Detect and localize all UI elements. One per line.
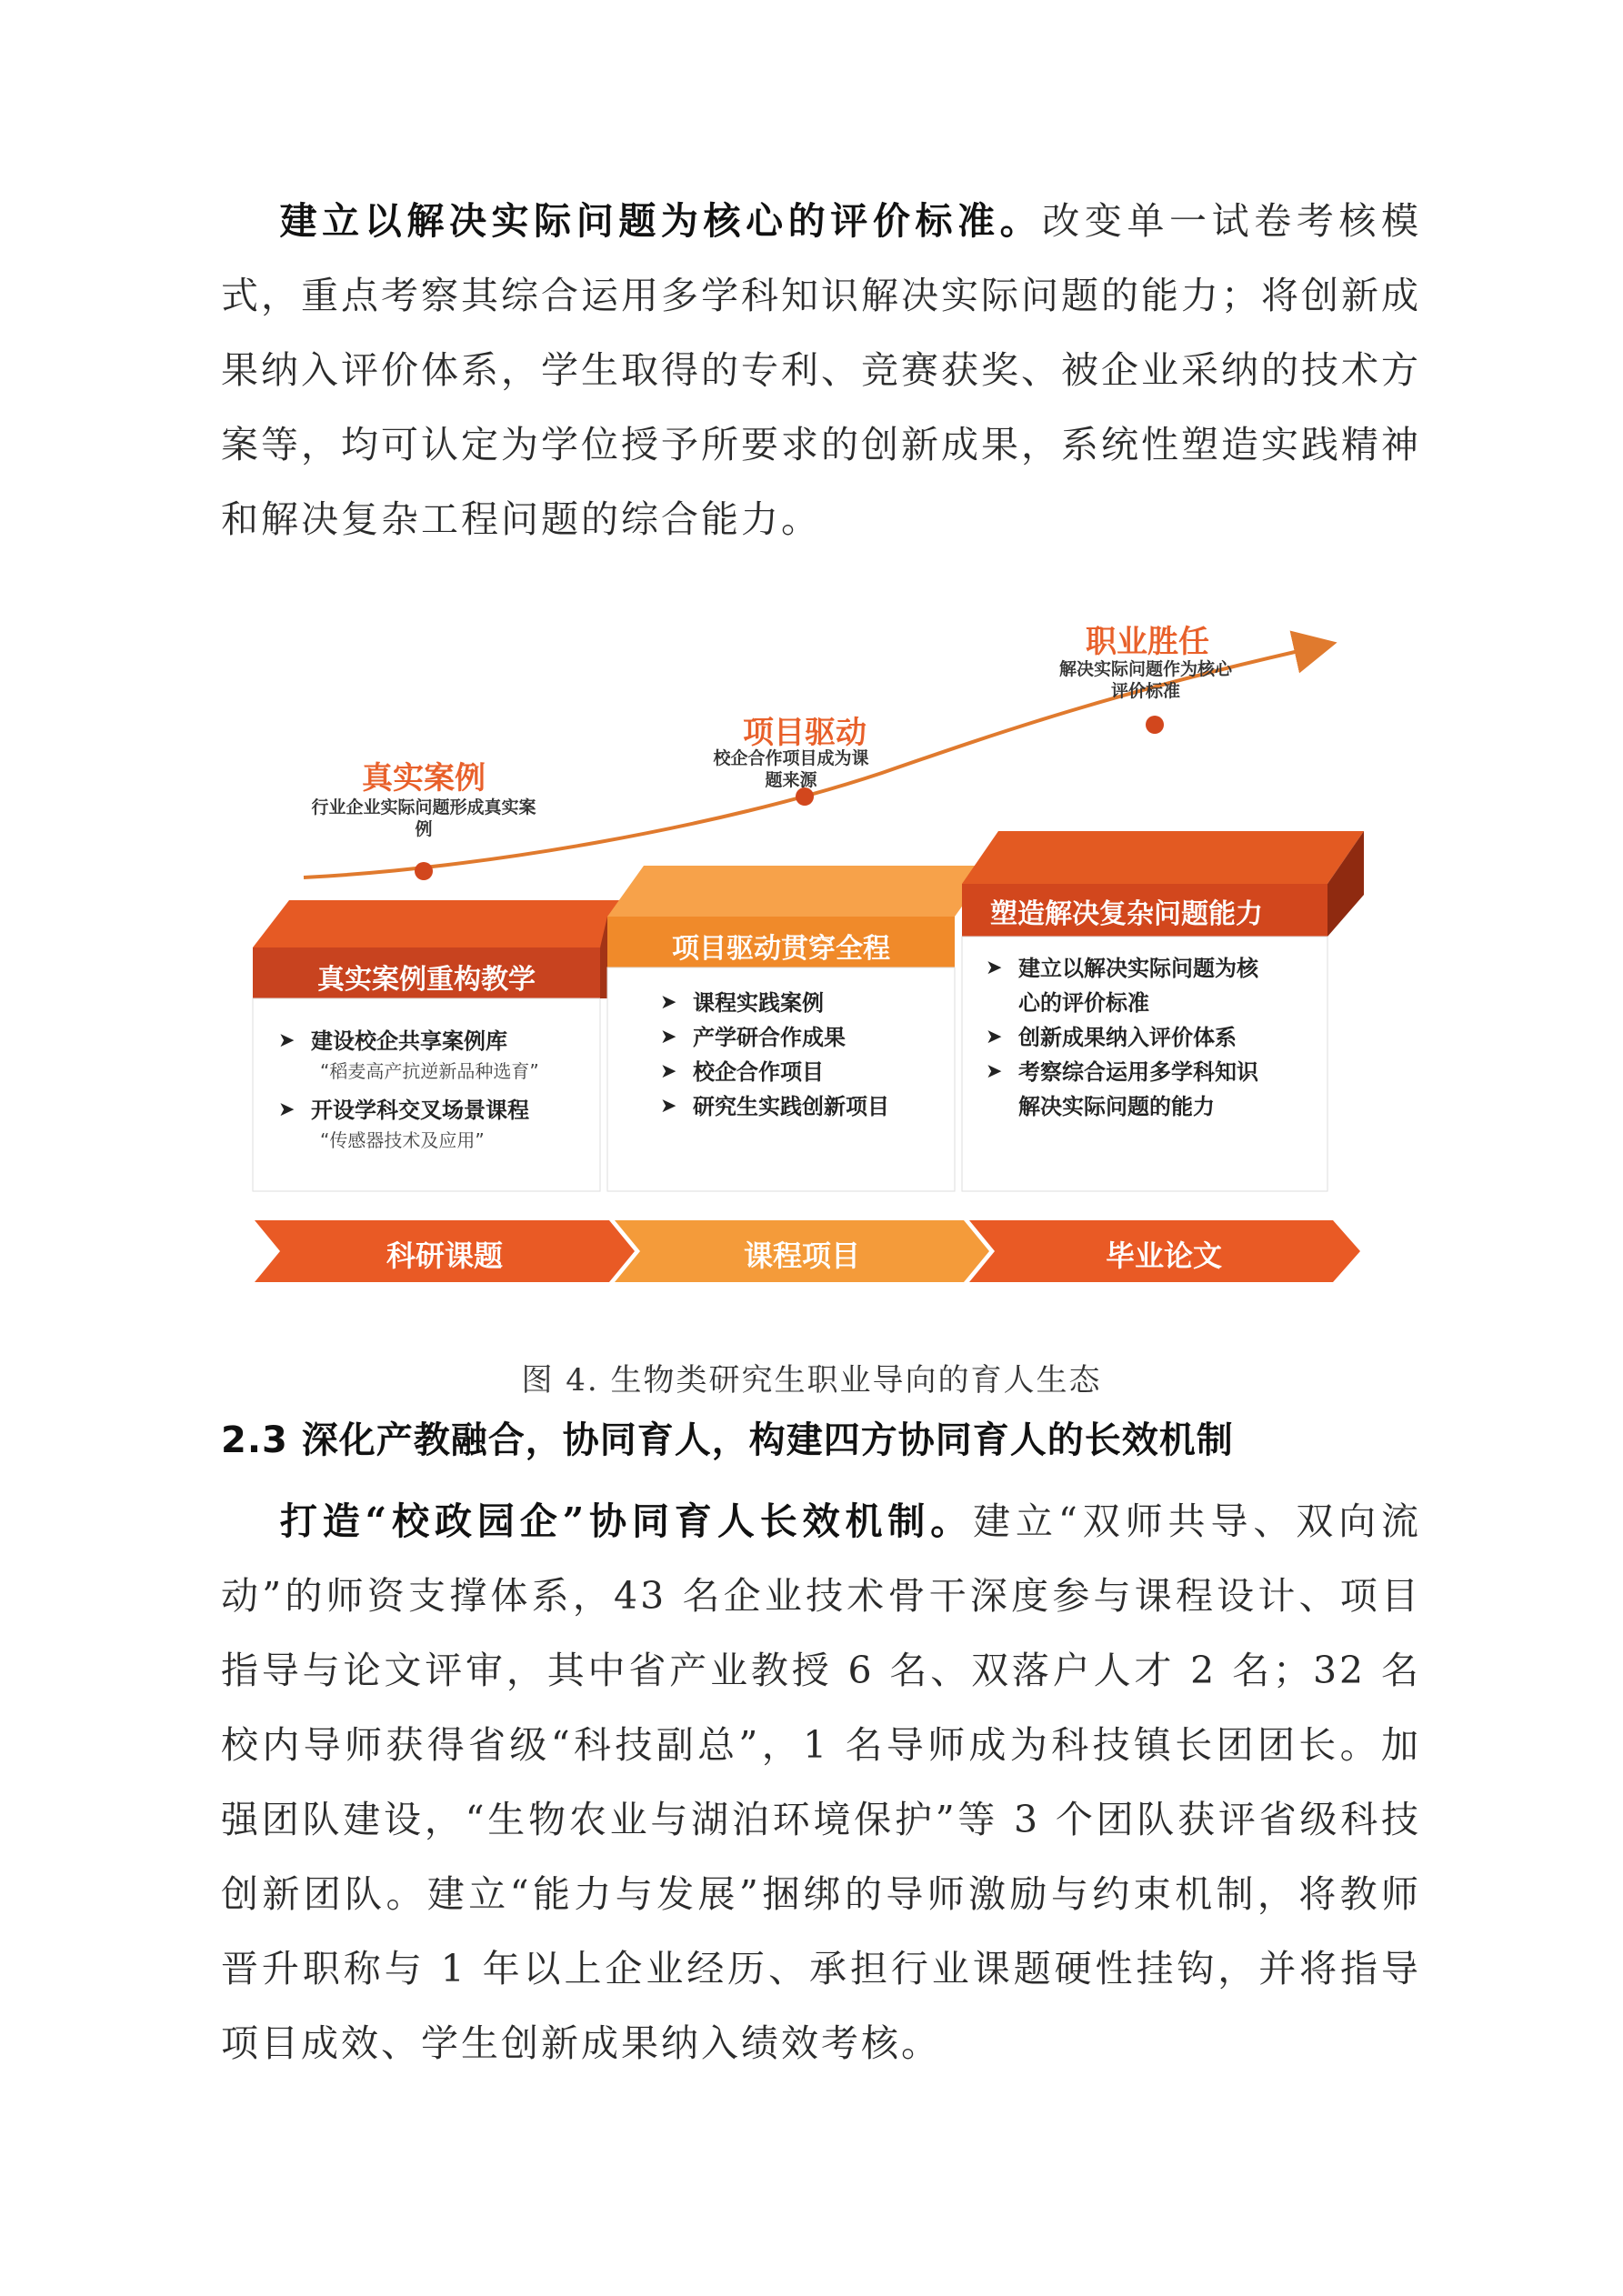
paragraph-body: 建立“双师共导、双向流动”的师资支撑体系，43 名企业技术骨干深度参与课程设计、项目指导与论文评审，其中省产业教授 6 名、双落户人才 2 名；32 名校内导师获得省级“科技副总”，1 名导师成为科技镇长团团长。加强团队建设，“生物农业与湖泊环境保护”等 3 个团队获评省级科技创新团队。建立“能力与发展”捆绑的导师激励与约束机制，将教师晋升职称与 1 年以上企业经历、承担行业课题硬性挂钩，并将指导项目成效、学生创新成果纳入绩效考核。	[221, 1499, 1421, 2065]
arrow-label-research: 科研课题	[386, 1238, 503, 1273]
arrow-bullet-icon: ➤	[660, 1026, 677, 1048]
list-item-note: “传感器技术及应用”	[320, 1129, 485, 1151]
figure-caption: 图 4. 生物类研究生职业导向的育人生态	[521, 1362, 1102, 1399]
step1-list	[273, 1024, 591, 1162]
paragraph-collaboration-mechanism	[221, 1484, 1421, 2080]
paragraph-lead: 建立以解决实际问题为核心的评价标准。	[277, 199, 1043, 243]
step3-list	[980, 951, 1271, 1124]
curve-point-3	[1146, 716, 1164, 734]
list-item: ➤ 校企合作项目	[655, 1055, 946, 1089]
arrow-bullet-icon: ➤	[278, 1029, 296, 1052]
stage-title-2: 项目驱动	[743, 715, 867, 751]
education-ecosystem-figure	[245, 609, 1373, 1300]
step2-list	[655, 986, 946, 1124]
list-item: ➤ 产学研合作成果	[655, 1020, 946, 1055]
arrow-label-thesis: 毕业论文	[1105, 1238, 1222, 1273]
step3-top	[962, 831, 1364, 884]
list-item: ➤ 考察综合运用多学科知识解决实际问题的能力	[980, 1055, 1271, 1124]
arrow-bullet-icon: ➤	[986, 957, 1003, 979]
step2-header-label: 项目驱动贯穿全程	[672, 933, 890, 965]
list-item: ➤ 创新成果纳入评价体系	[980, 1020, 1271, 1055]
list-item: ➤ 建立以解决实际问题为核心的评价标准	[980, 951, 1271, 1020]
step2-top	[607, 866, 991, 917]
arrow-bullet-icon: ➤	[278, 1098, 296, 1121]
stage-title-1: 真实案例	[362, 760, 486, 797]
step3-header-label: 塑造解决复杂问题能力	[990, 898, 1263, 930]
step1-header-label: 真实案例重构教学	[317, 964, 536, 996]
paragraph-lead: 打造“校政园企”协同育人长效机制。	[277, 1499, 974, 1543]
arrow-label-course: 课程项目	[743, 1238, 860, 1273]
stage-title-3: 职业胜任	[1086, 624, 1209, 660]
paragraph-evaluation-standard	[221, 184, 1421, 556]
list-item: ➤ 建设校企共享案例库 “稻麦高产抗逆新品种选育”	[273, 1024, 591, 1084]
stage-desc-3: 解决实际问题作为核心评价标准	[1059, 659, 1233, 701]
list-item-note: “稻麦高产抗逆新品种选育”	[320, 1060, 539, 1082]
list-item: ➤ 开设学科交叉场景课程 “传感器技术及应用”	[273, 1093, 591, 1153]
paragraph-body: 改变单一试卷考核模式，重点考察其综合运用多学科知识解决实际问题的能力；将创新成果纳入评价体系，学生取得的专利、竞赛获奖、被企业采纳的技术方案等，均可认定为学位授予所要求的创新成果，系统性塑造实践精神和解决复杂工程问题的综合能力。	[221, 199, 1422, 541]
list-item: ➤ 研究生实践创新项目	[655, 1089, 946, 1124]
step1-top	[253, 900, 636, 947]
curve-point-1	[415, 862, 433, 880]
arrow-bullet-icon: ➤	[660, 991, 677, 1014]
list-item: ➤ 课程实践案例	[655, 986, 946, 1020]
arrow-bullet-icon: ➤	[660, 1095, 677, 1118]
section-heading: 2.3 深化产教融合，协同育人，构建四方协同育人的长效机制	[221, 1419, 1234, 1461]
arrow-bullet-icon: ➤	[986, 1026, 1003, 1048]
stage-desc-2: 校企合作项目成为课题来源	[713, 748, 869, 790]
stage-desc-1: 行业企业实际问题形成真实案例	[311, 797, 536, 839]
arrow-bullet-icon: ➤	[986, 1060, 1003, 1083]
arrow-bullet-icon: ➤	[660, 1060, 677, 1083]
